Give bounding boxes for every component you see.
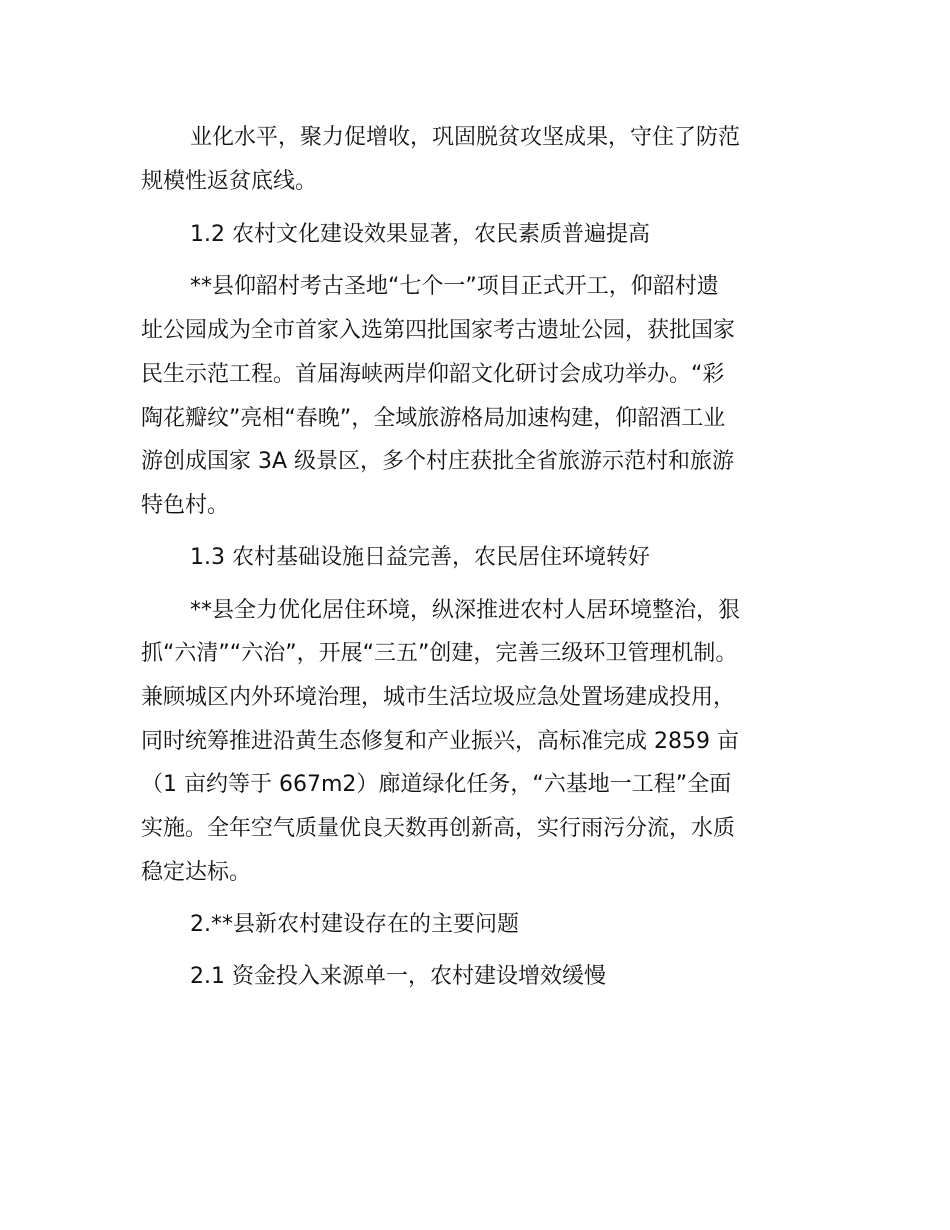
paragraph-line: （1 亩约等于 667m2）廊道绿化任务，“六基地一工程”全面	[141, 772, 732, 797]
paragraph-line: 抓“六清”“六治”，开展“三五”创建，完善三级环卫管理机制。	[141, 641, 738, 666]
paragraph-line: 同时统筹推进沿黄生态修复和产业振兴，高标准完成 2859 亩	[141, 729, 739, 754]
paragraph-line: 民生示范工程。首届海峡两岸仰韶文化研讨会成功举办。“彩	[141, 362, 725, 387]
section-heading: 2.1 资金投入来源单一，农村建设增效缓慢	[190, 964, 606, 989]
paragraph-line: 业化水平，聚力促增收，巩固脱贫攻坚成果，守住了防范	[190, 125, 741, 150]
paragraph-line: 特色村。	[141, 493, 230, 518]
paragraph-line: 陶花瓣纹”亮相“春晚”，全域旅游格局加速构建，仰韶酒工业	[141, 406, 726, 431]
section-heading: 1.3 农村基础设施日益完善，农民居住环境转好	[190, 545, 650, 570]
paragraph-line: 游创成国家 3A 级景区，多个村庄获批全省旅游示范村和旅游	[141, 449, 735, 474]
paragraph-line: 稳定达标。	[141, 860, 252, 885]
paragraph-line: 实施。全年空气质量优良天数再创新高，实行雨污分流，水质	[141, 816, 736, 841]
section-heading: 2.**县新农村建设存在的主要问题	[190, 912, 519, 937]
paragraph-line: **县全力优化居住环境，纵深推进农村人居环境整治，狠	[190, 598, 741, 623]
paragraph-line: 兼顾城区内外环境治理，城市生活垃圾应急处置场建成投用，	[141, 685, 736, 710]
paragraph-line: 址公园成为全市首家入选第四批国家考古遗址公园，获批国家	[141, 318, 736, 343]
paragraph-line: **县仰韶村考古圣地“七个一”项目正式开工，仰韶村遗	[190, 274, 719, 299]
section-heading: 1.2 农村文化建设效果显著，农民素质普遍提高	[190, 222, 650, 247]
paragraph-line: 规模性返贫底线。	[141, 169, 318, 194]
